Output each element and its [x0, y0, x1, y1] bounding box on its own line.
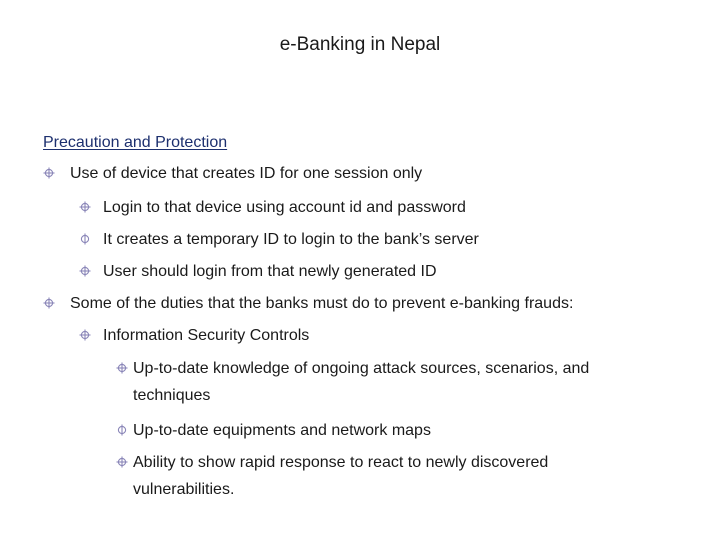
bullet-text-line-2: vulnerabilities.	[133, 481, 235, 498]
bullet-rapid-response	[133, 449, 548, 503]
section-heading: Precaution and Protection	[43, 134, 228, 151]
bullet-text: Login to that device using account id and password	[103, 199, 466, 216]
bullet-bank-duties	[70, 290, 573, 317]
bullet-text-line-1: Ability to show rapid response to react to newly discovered	[133, 454, 549, 471]
bar-circle-bullet-icon	[79, 233, 91, 245]
bullet-text: Some of the duties that the banks must do to prevent e-banking frauds:	[70, 295, 574, 312]
bullet-attack-knowledge	[133, 355, 589, 409]
slide-title: e-Banking in Nepal	[279, 34, 441, 55]
bullet-device-session-id	[70, 160, 422, 187]
bullet-info-security-controls	[103, 322, 309, 349]
bar-circle-bullet-icon	[116, 424, 128, 436]
bullet-temporary-id	[103, 226, 479, 253]
bullet-text: It creates a temporary ID to login to the bank’s server	[103, 231, 479, 248]
bullet-equipment-maps	[133, 417, 431, 444]
cross-circle-bullet-icon	[43, 297, 55, 309]
cross-circle-bullet-icon	[116, 456, 128, 468]
bullet-text-line-2: techniques	[133, 387, 211, 404]
bullet-text: Use of device that creates ID for one session only	[70, 165, 423, 182]
cross-circle-bullet-icon	[43, 167, 55, 179]
bullet-text: Information Security Controls	[103, 327, 310, 344]
cross-circle-bullet-icon	[79, 201, 91, 213]
bullet-generated-id	[103, 258, 437, 285]
bullet-text-line-1: Up-to-date knowledge of ongoing attack sources, scenarios, and	[133, 360, 590, 377]
cross-circle-bullet-icon	[116, 362, 128, 374]
bullet-text: Up-to-date equipments and network maps	[133, 422, 431, 439]
bullet-login-device	[103, 194, 466, 221]
cross-circle-bullet-icon	[79, 265, 91, 277]
cross-circle-bullet-icon	[79, 329, 91, 341]
bullet-text: User should login from that newly generated ID	[103, 263, 437, 280]
